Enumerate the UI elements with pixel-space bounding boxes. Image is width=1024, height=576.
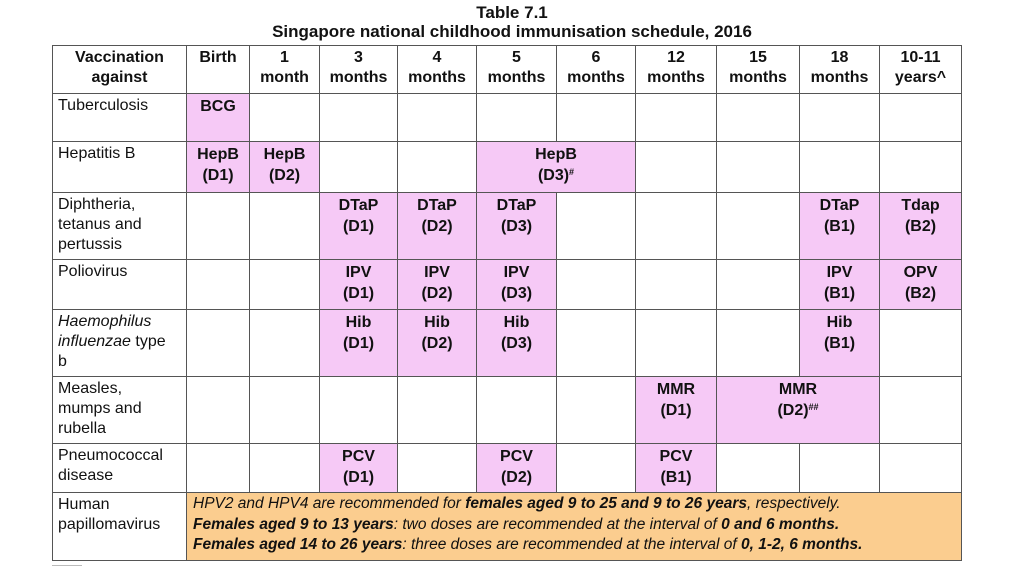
cell-dtap-d3: DTaP (D3) (477, 193, 557, 260)
cell-hepb-d3: HepB (D3)# (477, 142, 636, 193)
header-6-months: 6 months (557, 46, 636, 94)
immunisation-schedule-table (52, 45, 962, 561)
header-1-month: 1 month (250, 46, 320, 94)
row-label-tuberculosis: Tuberculosis (53, 94, 187, 142)
cell-hepb-d1: HepB (D1) (187, 142, 250, 193)
header-4-months: 4 months (398, 46, 477, 94)
header-birth: Birth (187, 46, 250, 94)
row-tuberculosis (53, 94, 962, 142)
row-label-hepatitis-b: Hepatitis B (53, 142, 187, 193)
hpv-line-2: Females aged 9 to 13 years: two doses are recommended at the interval of 0 and 6 months. (193, 515, 840, 533)
header-row (53, 46, 962, 94)
header-vaccination: Vaccination against (53, 46, 187, 94)
row-hpv (53, 493, 962, 561)
header-12-months: 12 months (636, 46, 717, 94)
cell-hib-d2: Hib (D2) (398, 310, 477, 377)
row-hib (53, 310, 962, 377)
row-mmr (53, 377, 962, 444)
hpv-recommendation (187, 493, 962, 561)
cell-ipv-d1: IPV (D1) (320, 260, 398, 310)
cell-ipv-d2: IPV (D2) (398, 260, 477, 310)
cell-dtap-d1: DTaP (D1) (320, 193, 398, 260)
table-subtitle: Singapore national childhood immunisation schedule, 2016 (272, 22, 752, 41)
cell-hib-b1: Hib (B1) (800, 310, 880, 377)
row-label-pneumococcal: Pneumococcal disease (53, 444, 187, 493)
cell-ipv-d3: IPV (D3) (477, 260, 557, 310)
cell-hepb-d2: HepB (D2) (250, 142, 320, 193)
cell-opv-b2: OPV (B2) (880, 260, 962, 310)
table-title: Table 7.1 (476, 3, 548, 22)
header-15-months: 15 months (717, 46, 800, 94)
row-label-hib: Haemophilus influenzae type b (53, 310, 187, 377)
cell-ipv-b1: IPV (B1) (800, 260, 880, 310)
cell-dtap-d2: DTaP (D2) (398, 193, 477, 260)
cell-tdap-b2: Tdap (B2) (880, 193, 962, 260)
cell-pcv-d2: PCV (D2) (477, 444, 557, 493)
row-label-hpv: Human papillomavirus (53, 493, 187, 561)
cell-hib-d1: Hib (D1) (320, 310, 398, 377)
cell-hib-d3: Hib (D3) (477, 310, 557, 377)
header-18-months: 18 months (800, 46, 880, 94)
hpv-line-3: Females aged 14 to 26 years: three doses are recommended at the interval of 0, 1-2, 6 months. (193, 536, 863, 553)
row-diphtheria (53, 193, 962, 260)
footnote-divider (52, 565, 82, 569)
row-hepatitis-b (53, 142, 962, 193)
row-label-poliovirus: Poliovirus (53, 260, 187, 310)
row-poliovirus (53, 260, 962, 310)
cell-bcg: BCG (187, 94, 250, 142)
hpv-line-1: HPV2 and HPV4 are recommended for females aged 9 to 25 and 9 to 26 years, respectively. (193, 495, 841, 512)
header-5-months: 5 months (477, 46, 557, 94)
row-pneumococcal (53, 444, 962, 493)
cell-mmr-d1: MMR (D1) (636, 377, 717, 444)
row-label-mmr: Measles, mumps and rubella (53, 377, 187, 444)
header-3-months: 3 months (320, 46, 398, 94)
cell-pcv-d1: PCV (D1) (320, 444, 398, 493)
cell-pcv-b1: PCV (B1) (636, 444, 717, 493)
cell-mmr-d2: MMR (D2)## (717, 377, 880, 444)
cell-dtap-b1: DTaP (B1) (800, 193, 880, 260)
row-label-diphtheria: Diphtheria, tetanus and pertussis (53, 193, 187, 260)
header-10-11-years: 10-11 years^ (880, 46, 962, 94)
